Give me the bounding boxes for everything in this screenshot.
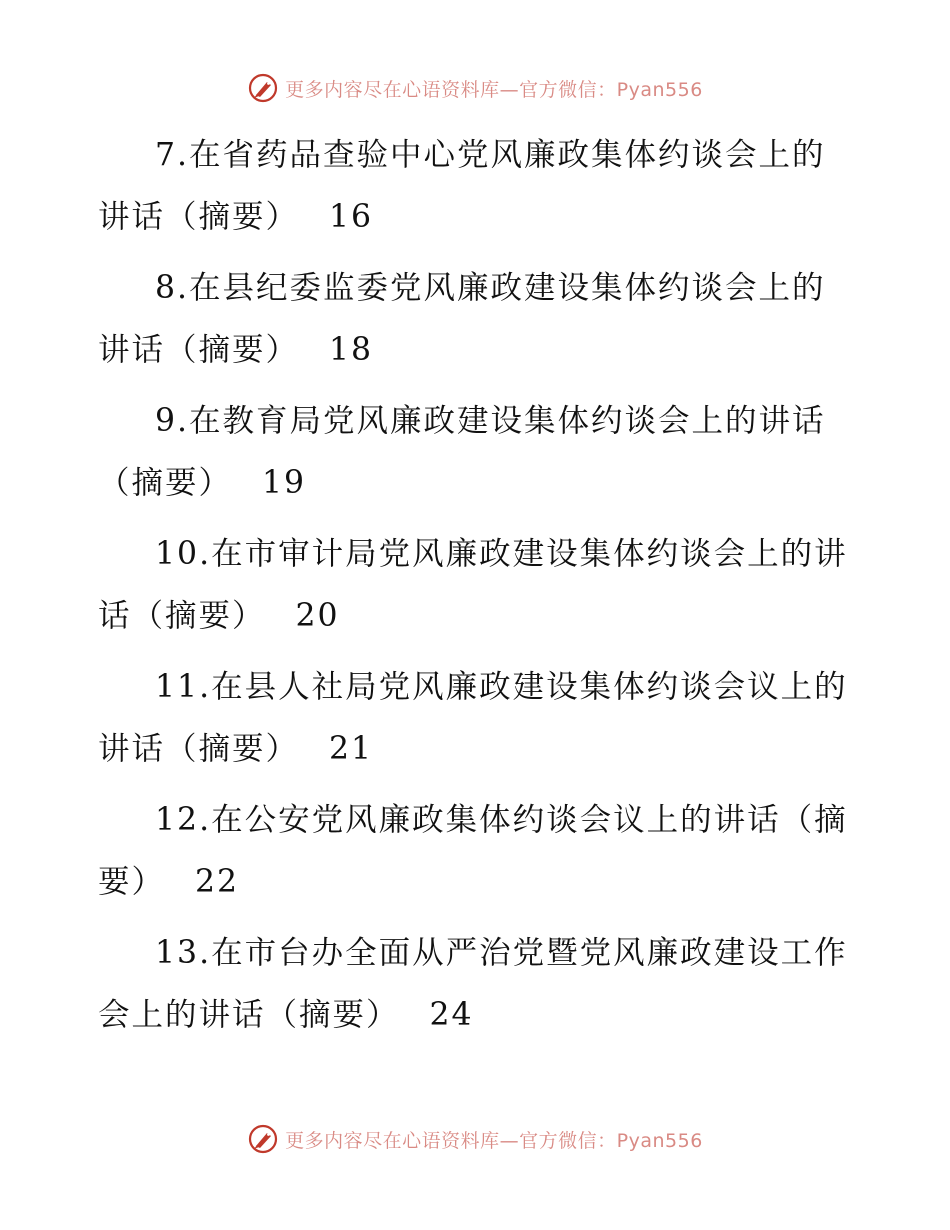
toc-page-number: 16 — [329, 199, 374, 235]
toc-entry[interactable] — [98, 789, 858, 913]
toc-entry-title: 7.在省药品查验中心党风廉政集体约谈会上的讲话（摘要） — [98, 137, 826, 235]
toc-entry-title: 11.在县人社局党风廉政建设集体约谈会议上的讲话（摘要） — [98, 669, 848, 767]
toc-page-number: 21 — [329, 731, 374, 767]
toc-entry-title: 13.在市台办全面从严治党暨党风廉政建设工作会上的讲话（摘要） — [98, 935, 848, 1033]
footer-banner-text: 更多内容尽在心语资料库—官方微信：Pyan556 — [285, 1129, 703, 1152]
table-of-contents — [98, 124, 858, 1055]
header-banner — [0, 72, 950, 104]
toc-entry[interactable] — [98, 257, 858, 381]
toc-entry[interactable] — [98, 390, 858, 514]
pen-nib-circle-icon — [247, 1123, 279, 1155]
toc-page-number: 19 — [262, 465, 307, 501]
toc-entry[interactable] — [98, 922, 858, 1046]
footer-banner — [0, 1123, 950, 1155]
toc-page-number: 22 — [195, 864, 240, 900]
toc-page-number: 18 — [329, 332, 374, 368]
toc-entry-title: 12.在公安党风廉政集体约谈会议上的讲话（摘要） — [98, 802, 848, 900]
toc-entry-title: 10.在市审计局党风廉政建设集体约谈会上的讲话（摘要） — [98, 536, 848, 634]
toc-page-number: 24 — [429, 997, 474, 1033]
toc-entry[interactable] — [98, 523, 858, 647]
toc-entry[interactable] — [98, 656, 858, 780]
header-banner-text: 更多内容尽在心语资料库—官方微信：Pyan556 — [285, 78, 703, 101]
toc-entry[interactable] — [98, 124, 858, 248]
pen-nib-circle-icon — [247, 72, 279, 104]
toc-page-number: 20 — [295, 598, 340, 634]
toc-entry-title: 8.在县纪委监委党风廉政建设集体约谈会上的讲话（摘要） — [98, 270, 826, 368]
toc-entry-title: 9.在教育局党风廉政建设集体约谈会上的讲话（摘要） — [98, 403, 826, 501]
